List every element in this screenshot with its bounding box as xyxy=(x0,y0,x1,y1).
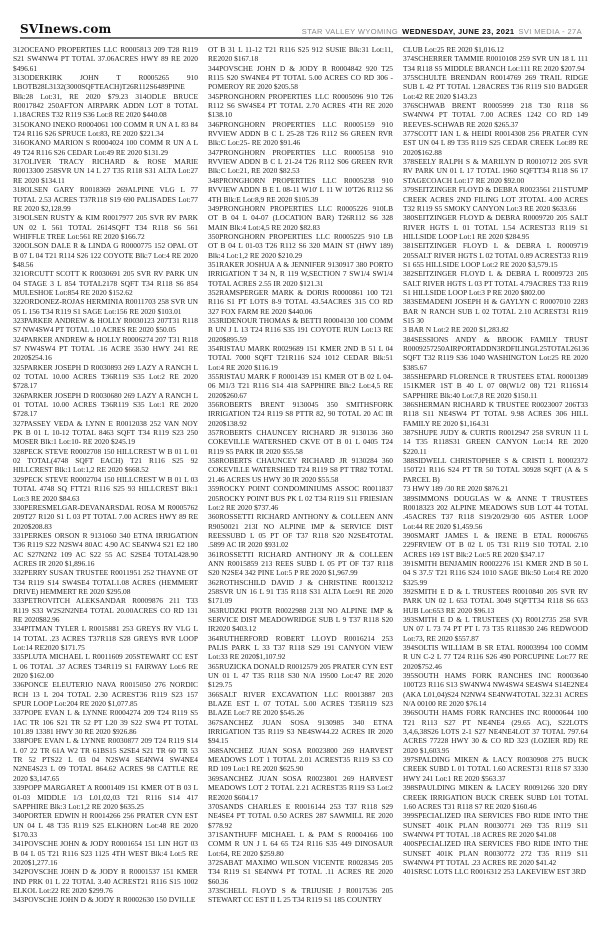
tax-entry: 345PRONGHORN PROPERTIES LLC R0005096 910 T26 R112 S6 SW4SE4 PT TOTAL 2.70 ACRES 4TH RE 2020 $138.10 xyxy=(208,91,393,120)
tax-entry: 318OLSEN GARY R0018369 269ALPINE VLG L 77 TOTAL 2.53 ACRES T37R118 S19 690 PALISADES Lot:77 RE 2020 $2,128.99 xyxy=(13,185,198,213)
tax-entry: 357ROBERTS CHAUNCEY RICHARD JR 9130136 360 COKEVILLE WATERSHED CKVE OT B 01 L 0405 T24 R119 S5 PARK IR 2020 $55.58 xyxy=(208,428,393,456)
tax-entry: OT B 31 L 11-12 T21 R116 S25 912 SUSIE Blk:31 Lot:11, RE2020 $167.18 xyxy=(208,45,393,64)
tax-entry: 371SANTHUFF MICHAEL L & PAM S R0004166 100 COMM R UN J L 64 65 T24 R116 S35 449 DINOSAUR Lot:64, RE 2020 $259.80 xyxy=(208,829,393,858)
tax-entry: 384SESSIONS ANDY & BROOK FAMILY TRUST R0009257250AIRPORTADDN3RDFILINGL25TOTAL26136 SQFT T32 R119 S36 1040 WASHINGTON Lot:25 RE 2020 $385.67 xyxy=(403,334,589,372)
tax-entry: 329PECK STEVE R0002704 150 HILLCREST W B 01 L 03 TOTAL 4748 SQ FTT21 R116 S25 93 HILLCREST Blk:1 Lot:3 RE 2020 $84.63 xyxy=(13,474,198,503)
tax-entry: 342POVSCHE JOHN D & JODY R R0001537 151 KMER IND PRK 01 L 22 TOTAL 3.40 ACREST21 R116 S15 1002 ELKOL Lot:22 RE 2020 $299.76 xyxy=(13,867,198,895)
page-header xyxy=(20,22,582,36)
tax-entry: 312OCEANO PROPERTIES LLC R0005813 209 T28 R119 S21 SW4NW4 PT TOTAL 37.06ACRES HWY 89 RE 2020 $496.61 xyxy=(13,45,198,73)
tax-entry: 343POVSCHE JOHN D & JODY R R0002630 150 DVILLE xyxy=(13,895,196,905)
tax-entry: 383SEMADENI JOSEPH H & GAYLYN C R0007010 2283 BAR N RANCH SUB L 02 TOTAL 2.10 ACREST31 R119 S15 30 xyxy=(403,297,588,325)
tax-entry: 338POPE EVAN L & LYNNE R0030877 209 T24 R119 S14 L 07 22 TR 61A W2 TR 61BS15 S2SE4 S21 TR 60 TR 53 TR 52 PTS22 L 03 04 N2SW4 SE4NW4 SW4NE4 N2NE4S23 L 09 TOTAL 864.62 ACRES 98 CATTLE RE 2020 $3,147.65 xyxy=(13,736,198,783)
tax-entry: 376SCHWAB BRENT R0005999 218 T30 R118 S6 SW4NW4 PT TOTAL 7.00 ACRES 1242 CO RD 149 REEVES-SCHWAB RE 2020 $265.37 xyxy=(403,101,588,129)
header-divider xyxy=(20,37,582,39)
tax-entry: CLUB Lot:25 RE 2020 $1,016.12 xyxy=(403,45,504,54)
tax-entry: 317OLIVER TRACY RICHARD & ROSE MARIE R0013300 258SVR UN 14 L 27 T35 R118 S31 ALTA Lot:27 RE 2020 $134.11 xyxy=(13,157,198,185)
tax-entry: 316OKANO MARION S R0004024 100 COMM R UN A L 49 T24 R116 S26 CEDAR Lot:49 RE 2020 $131.29 xyxy=(13,138,198,157)
tax-entry: 397SPALDING MIKEN & LACY R0030908 275 BUCK CREEK SUBD L 01 TOTAL 1.60 ACREST31 R118 S7 3330 HWY 241 Lot:1 RE 2020 $563.37 xyxy=(403,755,588,783)
tax-entry: 337POPE EVAN L & LYNNE R0004274 209 T24 R119 S5 1AC TR 106 S21 TR 52 PT L20 39 S22 SW4 PT TOTAL 101.89 13381 HWY 30 RE 2020 $926.86 xyxy=(13,708,198,737)
tax-entry: 398SPAULDING MIKEN & LACEY R0091266 320 DRY CREEK IRRIGATION BUCK CREEK SUBD L01 TOTAL 1.60 ACRES T31 R118 S7 RE 2020 $160.46 xyxy=(403,783,588,811)
tax-entry: 385SHEPARD FLORENCE R TRUSTEES ETAL R0001389 151KMER 1ST B 40 L 07 08(W1/2 08) T21 R116S14 SAPPHIRE Blk:40 Lot:7,8 RE 2020 $150.11 xyxy=(403,372,588,400)
tax-entry: 363RUDZKI PIOTR R0022988 213I NO ALPINE IMP & SERVICE DIST MEADOWRIDGE SUB L 9 T37 R118 S20 IR2020 $403.12 xyxy=(208,605,393,634)
tax-entry: 3 BAR N Lot:2 RE 2020 $1,283.82 xyxy=(403,325,509,335)
tax-entry: 386SHERMAN RICHARD K TRUSTEE R0023007 206T33 R118 S11 NE4SW4 PT TOTAL 9.98 ACRES 306 HILL FAMILY RE 2020 $1,164.31 xyxy=(403,400,588,428)
notice-column-1 xyxy=(13,45,198,905)
tax-entry: 332PERRY SUSAN TRUSTEE R0011951 252 THAYNE OT T34 R119 S14 SW4SE4 TOTAL1.08 ACRES (HEMMERT DRIVE) HEMMERT RE 2020 $295.08 xyxy=(13,568,198,596)
header-edition: SVI MEDIA - 27A xyxy=(518,27,582,36)
tax-entry: 355RISTAU MARK F R0001439 151 KMER OT B 02 L 04-06 M1/3 T21 R116 S14 418 SAPPHIRE Blk:2 Lot:4,5 RE 2020$260.67 xyxy=(208,372,393,400)
tax-entry: 391SMITH BENJAMIN R0002276 151 KMER 2ND B 50 L 04 S 37.5' T21 R116 S24 1010 SAGE Blk:50 Lot:4 RE 2020 $325.99 xyxy=(403,558,588,587)
tax-entry: 324PARKER ANDREW & HOLLY R0006274 207 T31 R118 S7 NW4SW4 PT TOTAL .16 ACRE 3530 HWY 241 RE 2020$254.16 xyxy=(13,334,198,363)
tax-entry: 381SEITZINGER FLOYD L & DEBRA L R0009719 205SALT RIVER HGTS L 02 TOTAL 0.89 ACREST33 R119 S1 655 HILLSIDE LOOP Lot:2 RE 2020 $3,579.15 xyxy=(403,241,588,269)
tax-entry: 366SALT RIVER EXCAVATION LLC R0013887 203 BLAZE EST L 07 TOTAL 5.00 ACRES T35R119 S23 BLAZE Lot:7 RE 2020 $545.26 xyxy=(208,689,393,718)
tax-entry: 351RAKER JOSHUA A & JENNIFER 9130917 380 PORTO IRRIGATION T 34 N, R 119 W,SECTION 7 SW1/4 SW1/4 TOTAL ACRES 2.55 IR 2020 $121.31 xyxy=(208,259,393,288)
tax-entry: 339POPP MARGARET A R0001409 151 KMER OT B 03 L 01-03 MIDDLE 1/3 L01,02,03 T21 R116 S14 417 SAPPHIRE Blk:3 Lot:1,2 RE 2020 $635.25 xyxy=(13,783,198,811)
tax-entry: 399SPECIALIZED IRA SERVICES FBO RIDE INTO THE SUNSET 401K PLAN R0030771 269 T35 R119 S11 SW4NW4 PT TOTAL .18 ACRES RE 2020 $41.08 xyxy=(403,811,588,839)
tax-entry: 313ODERKIRK JOHN T R0005265 910 LBOTB28L3132(3000SQFTEACH)T26R112S6489PINE Blk:28 Lot:31, RE 2020 $79.23 314ODLE BRUCE R0017842 250AFTON AIRPARK ADDN LOT 8 TOTAL 1.18ACRES T32 R119 S36 Lot:8 RE 2020 $440.08 xyxy=(13,73,198,120)
tax-entry: 390SMART JAMES L & IRENE B ETAL R0006765 229FRVIEW OT B 02 L 05 T31 R119 S10 TOTAL 2.10 ACRES 169 1ST Blk:2 Lot:5 RE 2020 $347.17 xyxy=(403,530,588,559)
tax-entry: 334PITMAN TYLER L R0015881 253 GREYS RV VLG L 14 TOTAL .23 ACRES T37R118 S28 GREYS RVR LOOP Lot:14 RE2020 $171.75 xyxy=(13,624,198,652)
tax-entry: 368SANCHEZ JUAN SOSA R0023800 269 HARVEST MEADOWS LOT 1 TOTAL 2.01 ACREST35 R119 S3 CO RD 109 Lot:1 RE 2020 $625.90 xyxy=(208,745,393,774)
tax-entry: 400SPECIALIZED IRA SERVICES FBO RIDE INTO THE SUNSET 401K PLAN R0030772 272 T35 R119 S11 SW4NW4 PT TOTAL .23 ACRES RE 2020 $41.42 xyxy=(403,839,588,867)
tax-entry: 378SEELY RALPH S & MARILYN D R0010712 205 SVR RV PARK UN 01 L 17 TOTAL 1960 SQFTT34 R118 S6 17 STAGECOACH Lot:17 RE 2020 $92.00 xyxy=(403,157,588,185)
tax-entry: 323PARKER ANDREW & HOLLY R0030123 207T31 R118 S7 NW4SW4 PT TOTAL .10 ACRES RE 2020 $50.05 xyxy=(13,315,198,335)
header-meta xyxy=(302,27,582,36)
tax-entry: 73 HWY 189 /30 RE 2020 $876.21 xyxy=(403,484,509,494)
tax-entry: 350PRONGHORN PROPERTIES LLC R0005225 910 LB OT B 04 L 01-03 T26 R112 S6 320 MAIN ST (HWY 189) Blk:4 Lot:1,2 RE 2020 $210.29 xyxy=(208,231,393,260)
tax-entry: 377SCOTT IAN L & HEIDI R0014308 256 PRATER CYN EST UN 04 L 89 T35 R119 S25 CEDAR CREEK Lot:89 RE 2020$162.88 xyxy=(403,129,588,157)
tax-entry: 326PARKER JOSEPH D R0030680 269 LAZY A RANCH L 01 TOTAL 10.00 ACRES T36R119 S35 Lot:1 RE 2020 $728.17 xyxy=(13,390,198,419)
header-date: WEDNESDAY, JUNE 23, 2021 xyxy=(402,27,515,36)
tax-entry: 347PRONGHORN PROPERTIES LLC R0005158 910 RVVIEW ADDN B C L 21-24 T26 R112 S06 GREEN RVR Blk:C Lot:21, RE 2020 $82.53 xyxy=(208,147,393,176)
tax-entry: 370SANDS CHARLES E R0016144 253 T37 R118 S29 NE4SE4 PT TOTAL 0.50 ACRES 287 SAWMILL RE 2020 $778.92 xyxy=(208,801,393,830)
tax-entry: 354RISTAU MARK R0029689 151 KMER 2ND B 51 L 04 TOTAL 7000 SQFT T21R116 S24 1012 CEDAR Blk:51 Lot:4 RE 2020 $116.19 xyxy=(208,344,393,372)
tax-entry: 319OLSEN RUSTY & KIM R0017977 205 SVR RV PARK UN 02 L 561 TOTAL 2614SQFT T34 R118 S6 561 WHIFFLE TREE Lot:561 RE 2020 $166.72 xyxy=(13,213,198,241)
tax-entry: 372SABAT MAXIMO WILSON VICENTE R0028345 205 T34 R119 S1 SE4NW4 PT TOTAL .11 ACRES RE 2020 $60.36 xyxy=(208,857,393,886)
tax-entry: 352RAMSPERGER MARK & DORIS R0000861 100 T21 R116 S1 PT LOTS 8-9 TOTAL 43.54ACRES 315 CO RD 327 FOX FARM RE 2020 $440.06 xyxy=(208,287,393,316)
tax-entry: 392SMITH E D & L TRUSTEES R0010840 205 SVR RV PARK UN 02 L 653 TOTAL 3049 SQFTT34 R118 S6 653 HUB Lot:653 RE 2020 $96.13 xyxy=(403,586,588,615)
tax-entry: 369SANCHEZ JUAN SOSA R0023801 269 HARVEST MEADOWS LOT 2 TOTAL 2.21 ACREST35 R119 S3 Lot:2 RE2020 $604.17 xyxy=(208,773,393,802)
tax-entry: 330PERESMELGAR-DEVANARSDAL ROSA M R0005762 209T27 R120 S1 L 03 PT TOTAL 7.00 ACRES HWY 89 RE 2020$208.83 xyxy=(13,502,198,531)
tax-entry: 328PECK STEVE R0002708 150 HILLCREST W B 01 L 01 02 TOTAL(4748 SQFT EACH) T21 R116 S25 92 HILLCREST Blk:1 Lot:1,2 RE 2020 $668.52 xyxy=(13,446,198,475)
tax-entry: 315OKANO INEKO R0004061 100 COMM R UN A L 83 84 T24 R116 S26 SPRUCE Lot:83, RE 2020 $221.34 xyxy=(13,119,198,139)
tax-entry: 358ROBERTS CHAUNCEY RICHARD JR 9130284 360 COKEVILLE WATERSHED T24 R119 S8 PT TR82 TOTAL 21.46 ACRES US HWY 30 IR 2020 $55.58 xyxy=(208,456,393,484)
tax-entry: 379SEITZINGER FLOYD & DEBRA R0023561 211STUMP CREEK ACRES 2ND FILING LOT 3TOTAL 4.00 ACRES T32 R119 S5 SMOKY CANYON Lot:3 RE 2020 $633.66 xyxy=(403,185,588,213)
tax-entry: 388SIDWELL CHRISTOPHER S & CRISTI L R0002372 150T21 R116 S24 PT TR 50 TOTAL 30928 SQFT (A & S PARCEL B) xyxy=(403,456,588,484)
header-location: STAR VALLEY WYOMING xyxy=(301,27,399,36)
tax-entry: 322ORDONEZ-ROJAS HERMINIA R0011703 258 SVR UN 05 L 156 T34 R119 S1 SAGE Lot:156 RE 2020 $103.01 xyxy=(13,297,198,316)
tax-entry: 396SOUTH HAMS FORK RANCHES INC R0000644 100 T21 R113 S27 PT NE4NE4 (29.65 AC), S22LOTS 3,4,6,38S26 LOTS 2-1 S27 NE4NE4LOT 37 TOTAL 797.64 ACRES 77228 HWY 30 & CO RD 323 (LOZIER RD) RE 2020 $1,603.95 xyxy=(403,708,588,755)
tax-entry: 394SOLTIS WILLIAM B SR ETAL R0003994 100 COMM R UN C-2 L 77 T24 R116 S26 490 PORCUPINE Lot:77 RE 2020$752.46 xyxy=(403,643,588,671)
tax-entry: 344POVSCHE JOHN D & JODY R R0004842 920 T25 R115 S20 SW4NE4 PT TOTAL 5.00 ACRES CO RD 306 - POMEROY RE 2020 $205.58 xyxy=(208,63,393,92)
site-name: SVInews.com xyxy=(20,22,112,36)
tax-entry: 327PASSEY VEDA & LYNN E R0012038 252 VAN NOY PK B 01 L 10-12 TOTAL 8463 SQFT T34 R119 S23 250 MOSER Blk:1 Lot:10- RE 2020 $245.19 xyxy=(13,418,198,447)
notice-column-2 xyxy=(208,45,393,905)
tax-entry: 395SOUTH HAMS FORK RANCHES INC R0003640 100T23 R116 S13 SW4NW4 NW4SW4 SE4SW4 S14E2NE4 (AKA L01,04)S24 N2NW4 SE4NW4TOTAL 322.31 ACRES N/A 00100 RE 2020 $76.14 xyxy=(403,671,588,709)
tax-entry: 341POVSCHE JOHN & JODY R0001654 151 LIN HGT 03 B 04 L 05 T21 R116 S23 1125 4TH WEST Blk:4 Lot:5 RE 2020$1,277.16 xyxy=(13,839,198,867)
notice-column-3 xyxy=(403,45,588,905)
legal-notices-section xyxy=(13,45,588,905)
tax-entry: 365RUZICKA DONALD R0012579 205 PRATER CYN EST UN 01 L 47 T35 R118 S30 N/A 19500 Lot:47 RE 2020 $129.75 xyxy=(208,661,393,690)
tax-entry: 375SCHULTE BRENDAN R0014769 269 TRAIL RIDGE SUB L 42 PT TOTAL 1.28ACRES T36 R119 S10 BADGER Lot:42 RE 2020 $143.23 xyxy=(403,73,588,101)
tax-entry: 389SIMMONS DOUGLAS W & ANNE T TRUSTEES R0018323 202 ALPINE MEADOWS SUB LOT 44 TOTAL .45ACRES T37 R118 S19/20/29/30 605 ASTER LOOP Lot:44 RE 2020 $1,459.56 xyxy=(403,493,588,531)
tax-entry: 401SRSC LOTS LLC R0016312 253 LAKEVIEW EST 3RD xyxy=(403,867,586,877)
tax-entry: 393SMITH E D & L TRUSTEES (X) R0012735 258 SVR UN 07 L 73 74 PT PT L 73 T35 R118S30 246 REDWOOD Lot:73, RE 2020 $557.87 xyxy=(403,614,588,643)
tax-entry: 349PRONGHORN PROPERTIES LLC R0005226 910LB OT B 04 L 04-07 (LOCATION BAR) T26R112 S6 328 MAIN Blk:4 Lot:4,5 RE 2020 $82.83 xyxy=(208,203,393,232)
tax-entry: 361ROSSETTI RICHARD ANTHONY JR & COLLEEN ANN R0015859 213 REES SUBD L 05 PT OF T37 R118 S20 N2SE4 342 PINE Lot:5 P RE 2020 $1,967.99 xyxy=(208,549,393,578)
tax-entry: 380SEITZINGER FLOYD & DEBRA R0009720 205 SALT RIVER HGTS L 01 TOTAL 1.54 ACREST33 R119 S1 HILLSIDE LOOP Lot:1 RE 2020 $284.95 xyxy=(403,213,588,241)
tax-entry: 356ROBERTS BRENT 9130045 350 SMITHSFORK IRRIGATION T24 R119 S8 PTTR 82, 90 TOTAL 20 AC IR 2020$138.92 xyxy=(208,400,393,428)
tax-entry: 387SHUPE JUDY & CURTIS R0012947 258 SVRUN 11 L 14 T35 R118S31 GREEN CANYON Lot:14 RE 2020 $220.11 xyxy=(403,428,588,456)
tax-entry: 336PONCE ELEUTERIO NAVA R0015050 276 NORDIC RCH 13 L 204 TOTAL 2.30 ACREST36 R119 S23 157 SPUR LOOP Lot:204 RE 2020 $1,077.85 xyxy=(13,680,198,709)
tax-entry: 364RUTHERFORD ROBERT LLOYD R0016214 253 PALIS PARK L 33 T37 R118 S29 191 CANYON VIEW Lot:33 RE 2020$1,107.92 xyxy=(208,633,393,662)
tax-entry: 340PORTER EDWIN H R0014266 256 PRATER CYN EST UN 04 L 48 T35 R119 S25 ELKHORN Lot:48 RE 2020 $170.33 xyxy=(13,811,198,839)
tax-entry: 382SEITZINGER FLOYD L & DEBRA L R0009723 205 SALT RIVER HGTS L 03 PT TOTAL 4.79ACRES T33 R119 S1 HILLSIDE LOOP Lot:3 P RE 2020 $802.00 xyxy=(403,269,588,297)
tax-entry: 325PARKER JOSEPH D R0030893 269 LAZY A RANCH L 02 TOTAL 10.00 ACRES T36R119 S35 Lot:2 RE 2020 $728.17 xyxy=(13,362,198,391)
tax-entry: 320OLSON DALE R & LINDA G R0000775 152 OPAL OT B 07 L 04 T21 R114 S26 122 COYOTE Blk:7 Lot:4 RE 2020 $48.56 xyxy=(13,241,198,269)
tax-entry: 367SANCHEZ JUAN SOSA 9130985 340 ETNA IRRIGATION T35 R119 S3 NE4SW44.22 ACRES IR 2020 $94.15 xyxy=(208,717,393,746)
tax-entry: 321ORCUTT SCOTT K R0030691 205 SVR RV PARK UN 04 STAGE 3 L 854 TOTAL2178 SQFT T34 R118 S6 854 MULESHOE Lot:854 RE 2020 $152.62 xyxy=(13,269,198,297)
tax-entry: 333PETROVITCH ALEKSANDAR R0009876 211 T33 R119 S33 W2S2N2NE4 TOTAL 20.00ACRES CO RD 131 RE 2020$82.96 xyxy=(13,596,198,624)
tax-entry: 335PLUTA MICHAEL L R0011609 205STEWART CC EST L 06 TOTAL .37 ACRES T34R119 S1 FAIRWAY Lot:6 RE 2020 $162.00 xyxy=(13,652,198,681)
tax-entry: 353RIDENOUR THOMAS & BETTI R0004130 100 COMM R UN J L 13 T24 R116 S35 191 COYOTE RUN Lot:13 RE 2020$895.59 xyxy=(208,315,393,344)
tax-entry: 373SCHELL FLOYD S & TRIJUSIE J R0017536 205 STEWART CC EST II L 25 T34 R119 S1 185 COUNTRY xyxy=(208,885,393,905)
tax-entry: 346PRONGHORN PROPERTIES LLC R0005159 910 RVVIEW ADDN B C L 25-28 T26 R112 S6 GREEN RVR Blk:C Lot:25- RE 2020 $91.46 xyxy=(208,119,393,148)
tax-entry: 360ROSSETTI RICHARD ANTHONY & COLLEEN ANN R9050021 213I NO ALPINE IMP & SERVICE DIST REESSUBD L 05 PT OF T37 R118 S20 N2SE4TOTAL .5899 AC IR 2020 $931.02 xyxy=(208,512,393,550)
tax-entry: 348PRONGHORN PROPERTIES LLC R0005238 910 RVVIEW ADDN B E L 08-11 W10' L 11 W 10'T26 R112 S6 4TH Blk:E Lot:8,9 RE 2020 $105.39 xyxy=(208,175,393,204)
tax-entry: 362ROTHSCHILD DAVID J & CHRISTINE R0013212 258SVR UN 16 L 91 T35 R118 S31 ALTA Lot:91 RE 2020 $171.09 xyxy=(208,577,393,606)
tax-entry: 374SCHERRER TAMMIE R0010108 259 SVR UN 18 L 111 T34 R118 S5 MIDDLE BRANCH Lot:111 RE 2020 $207.94 xyxy=(403,54,588,73)
tax-entry: 331PERKES ORSON R 9131060 340 ETNA IRRIGATION T36 R119 S22 N2SW4 80AC 4.90 AC SE4NW4 S21 E2 180 AC S27N2N2 109 AC S22 55 AC S2SE4 TOTAL428.90 ACRES IR 2020 $1,896.16 xyxy=(13,530,198,568)
tax-entry: 359ROCKY POINT CONDOMINIUMS ASSOC R0011837 205ROCKY POINT BUS PK L 02 T34 R119 S11 FRIESIAN Lot:2 RE 2020 $737.46 xyxy=(208,484,393,512)
